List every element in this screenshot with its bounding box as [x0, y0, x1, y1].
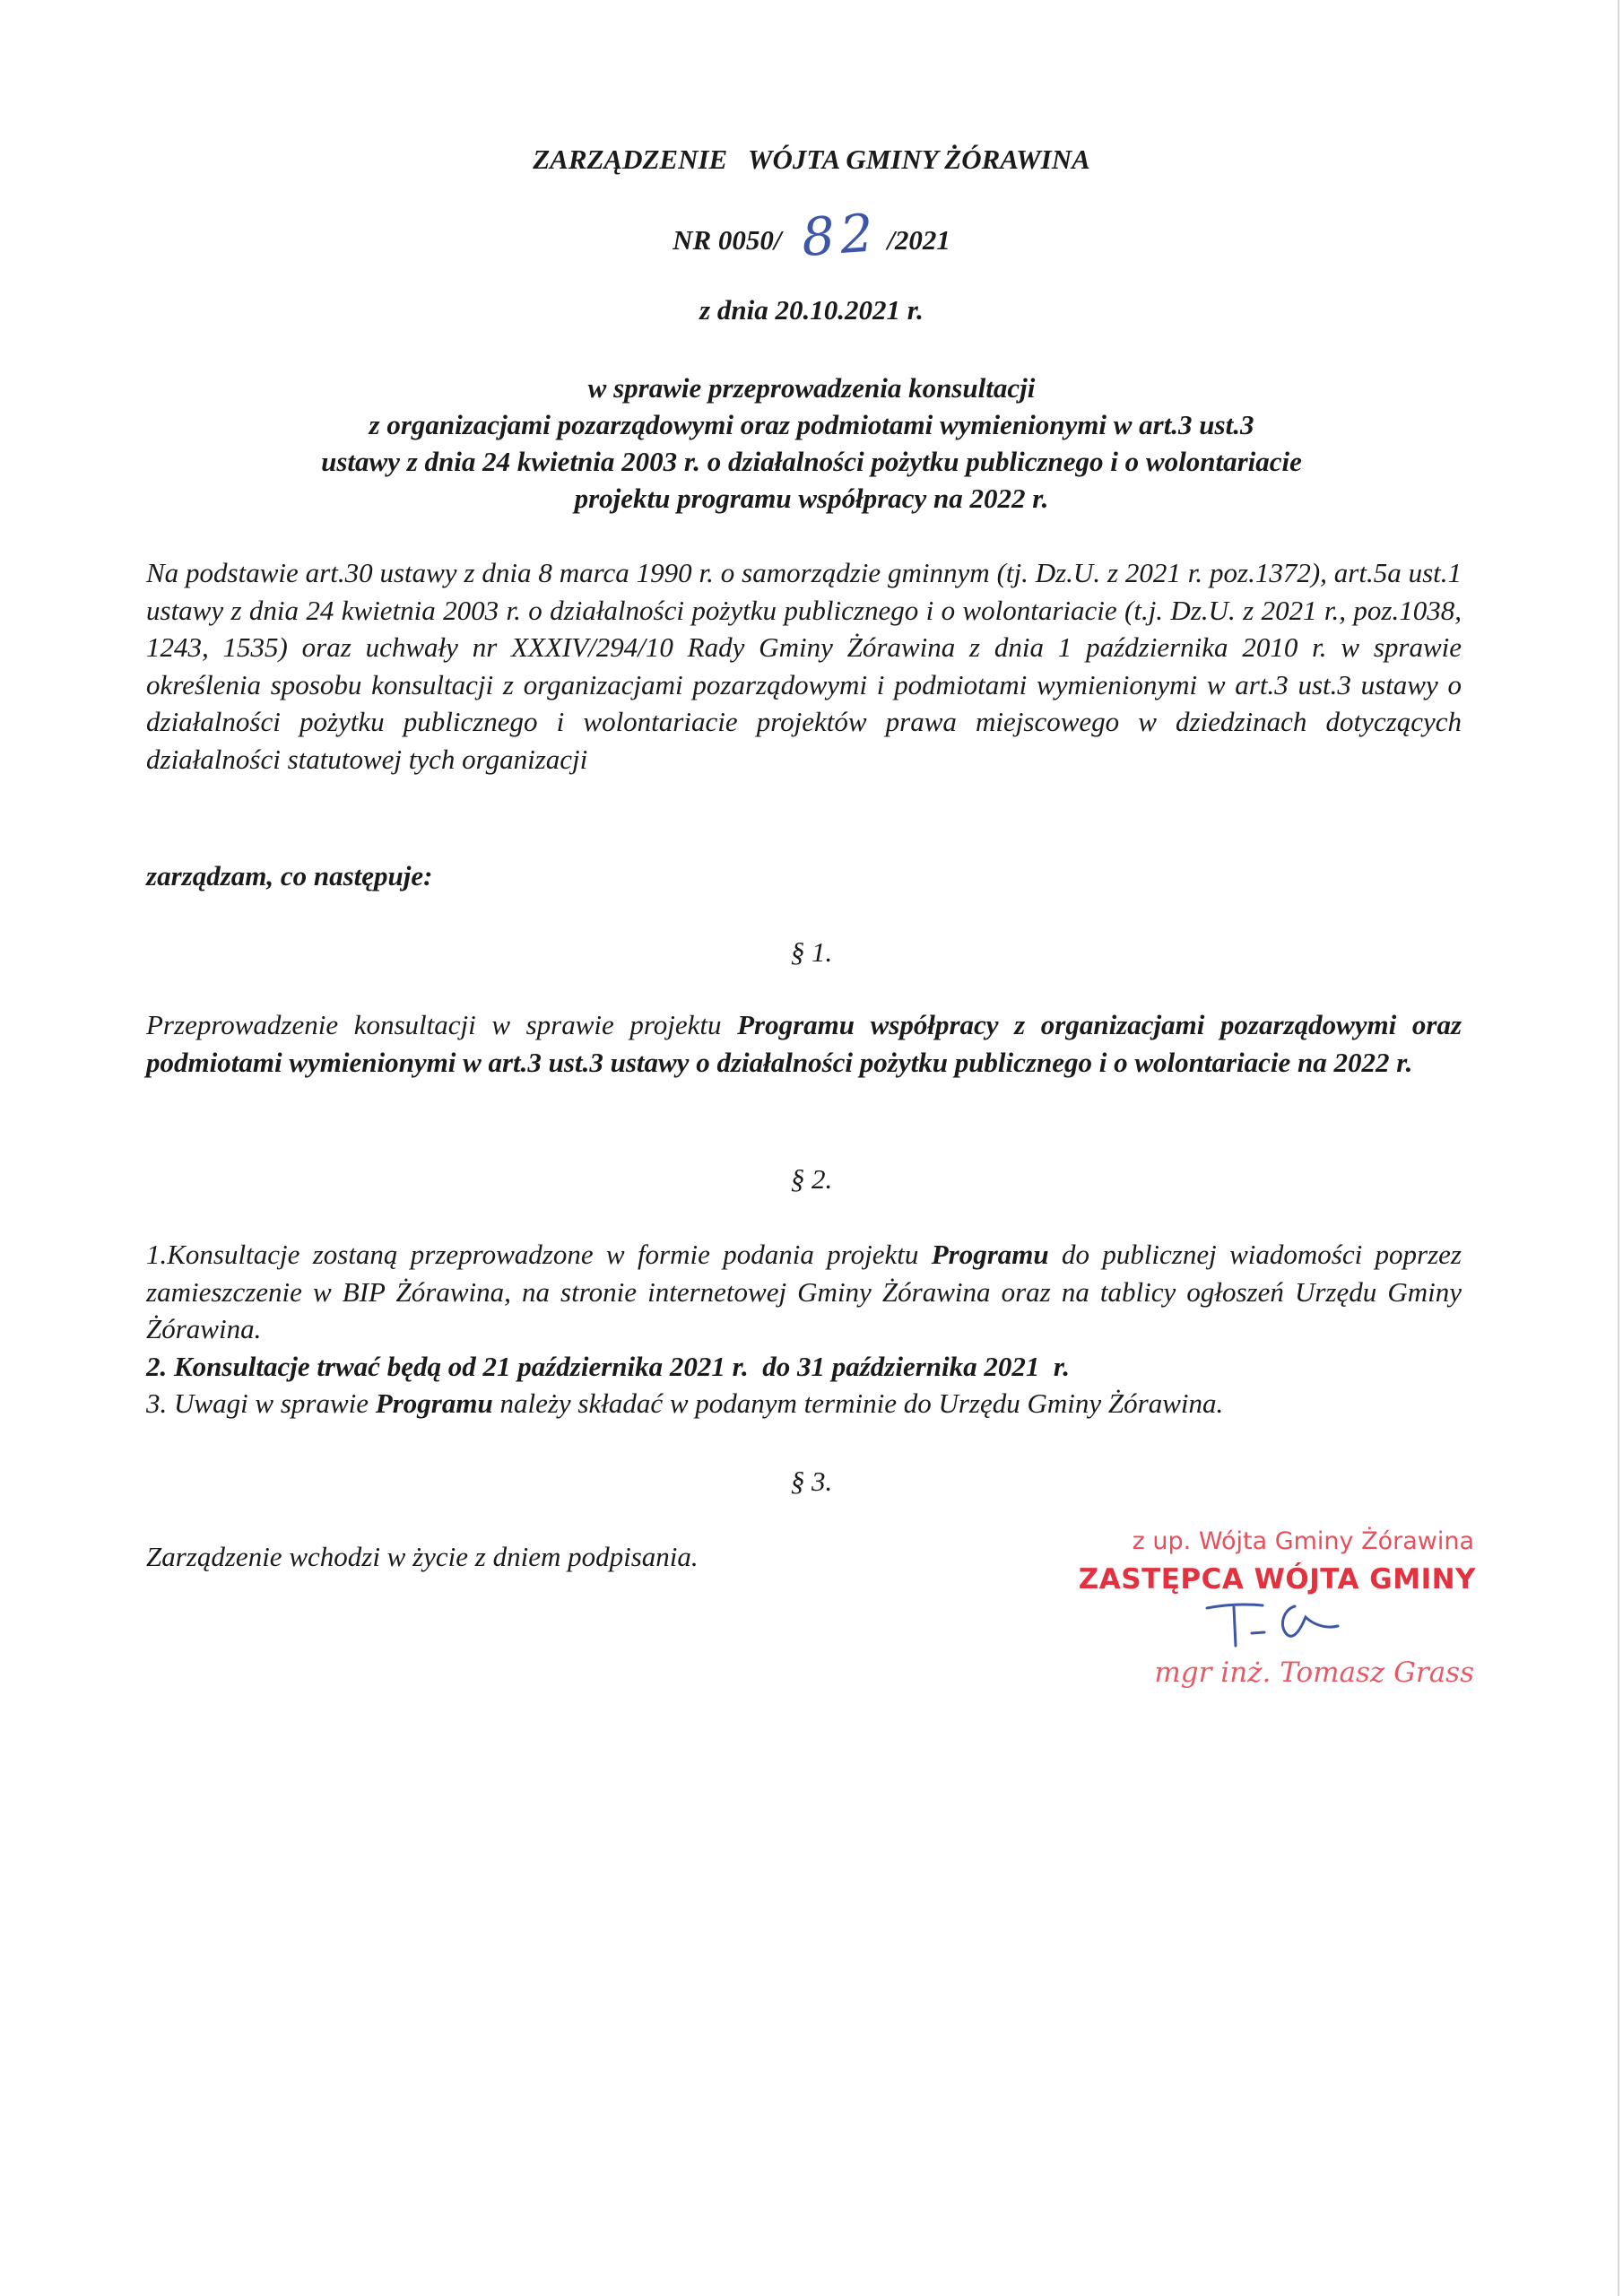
section-2-item-1-text-cont: do publicznej wiadomości poprzez zamieszczenie w BIP Żórawina, na stronie internetowej Gminy Żórawina oraz na tablicy ogłoszeń Urzędu Gminy Żórawina. [146, 1239, 1462, 1344]
section-2-body [146, 1236, 1462, 1422]
section-2-item-3-bold: Programu [375, 1387, 493, 1419]
intro-clause: zarządzam, co następuje: [146, 860, 433, 891]
section-3-mark: § 3. [790, 1465, 833, 1497]
section-2-item-3-text: 3. Uwagi w sprawie [146, 1387, 376, 1419]
page-edge [1618, 0, 1619, 2296]
subject-line: projektu programu współpracy na 2022 r. [574, 483, 1049, 514]
stamp-position-line: ZASTĘPCA WÓJTA GMINY [1078, 1563, 1476, 1596]
subject-line: z organizacjami pozarządowymi oraz podmiotami wymienionymi w art.3 ust.3 [369, 409, 1254, 440]
section-1-paragraph [146, 1006, 1462, 1081]
stamp-name-line: mgr inż. Tomasz Grass [1154, 1657, 1474, 1689]
subject-line: ustawy z dnia 24 kwietnia 2003 r. o działalności pożytku publicznego i o wolontariacie [321, 446, 1302, 477]
section-1-mark: § 1. [790, 936, 833, 968]
handwritten-number: 82 [799, 202, 881, 268]
section-1-text: Przeprowadzenie konsultacji w sprawie projektu [146, 1009, 738, 1040]
stamp-authorization-line: z up. Wójta Gminy Żórawina [1132, 1527, 1474, 1555]
section-1-bold-text: Programu współpracy z organizacjami pozarządowymi oraz podmiotami wymienionymi w art.3 ust.3 ustawy o działalności pożytku publicznego i o wolontariacie na 2022 r. [146, 1009, 1462, 1078]
section-2-item-1 [146, 1236, 1462, 1348]
document-date: z dnia 20.10.2021 r. [699, 294, 924, 326]
document-subject [0, 370, 1623, 517]
document-title: ZARZĄDZENIE WÓJTA GMINY ŻÓRAWINA [533, 144, 1090, 175]
section-2-mark: § 2. [790, 1163, 833, 1195]
section-2-item-3-text-cont: należy składać w podanym terminie do Urzędu Gminy Żórawina. [492, 1387, 1224, 1419]
legal-basis-paragraph: Na podstawie art.30 ustawy z dnia 8 marca 1990 r. o samorządzie gminnym (tj. Dz.U. z 2021 r. poz.1372), art.5a ust.1 ustawy z dnia 24 kwietnia 2003 r. o działalności pożytku publicznego i o wolontariacie (t.j. Dz.U. z 2021 r., poz.1038, 1243, 1535) oraz uchwały nr XXXIV/294/10 Rady Gminy Żórawina z dnia 1 października 2010 r. w sprawie określenia sposobu konsultacji z organizacjami pozarządowymi i podmiotami wymienionymi w art.3 ust.3 ustawy o działalności pożytku publicznego i wolontariacie projektów prawa miejscowego w dziedzinach dotyczących działalności statutowej tych organizacji [146, 557, 1462, 775]
signature-stamp [1078, 1527, 1497, 1707]
handwritten-signature [1194, 1597, 1347, 1655]
document-number [0, 202, 1623, 268]
section-2-item-2: 2. Konsultacje trwać będą od 21 października 2021 r. do 31 października 2021 r. [146, 1350, 1070, 1382]
section-2-item-1-bold: Programu [931, 1239, 1049, 1270]
section-2-item-1-text: 1.Konsultacje zostaną przeprowadzone w formie podania projektu [146, 1239, 932, 1270]
section-3-paragraph: Zarządzenie wchodzi w życie z dniem podpisania. [146, 1541, 699, 1572]
section-2-item-3 [146, 1385, 1462, 1422]
document-number-suffix: /2021 [887, 224, 950, 256]
document-number-prefix: NR 0050/ [673, 224, 782, 256]
subject-line: w sprawie przeprowadzenia konsultacji [587, 372, 1036, 404]
